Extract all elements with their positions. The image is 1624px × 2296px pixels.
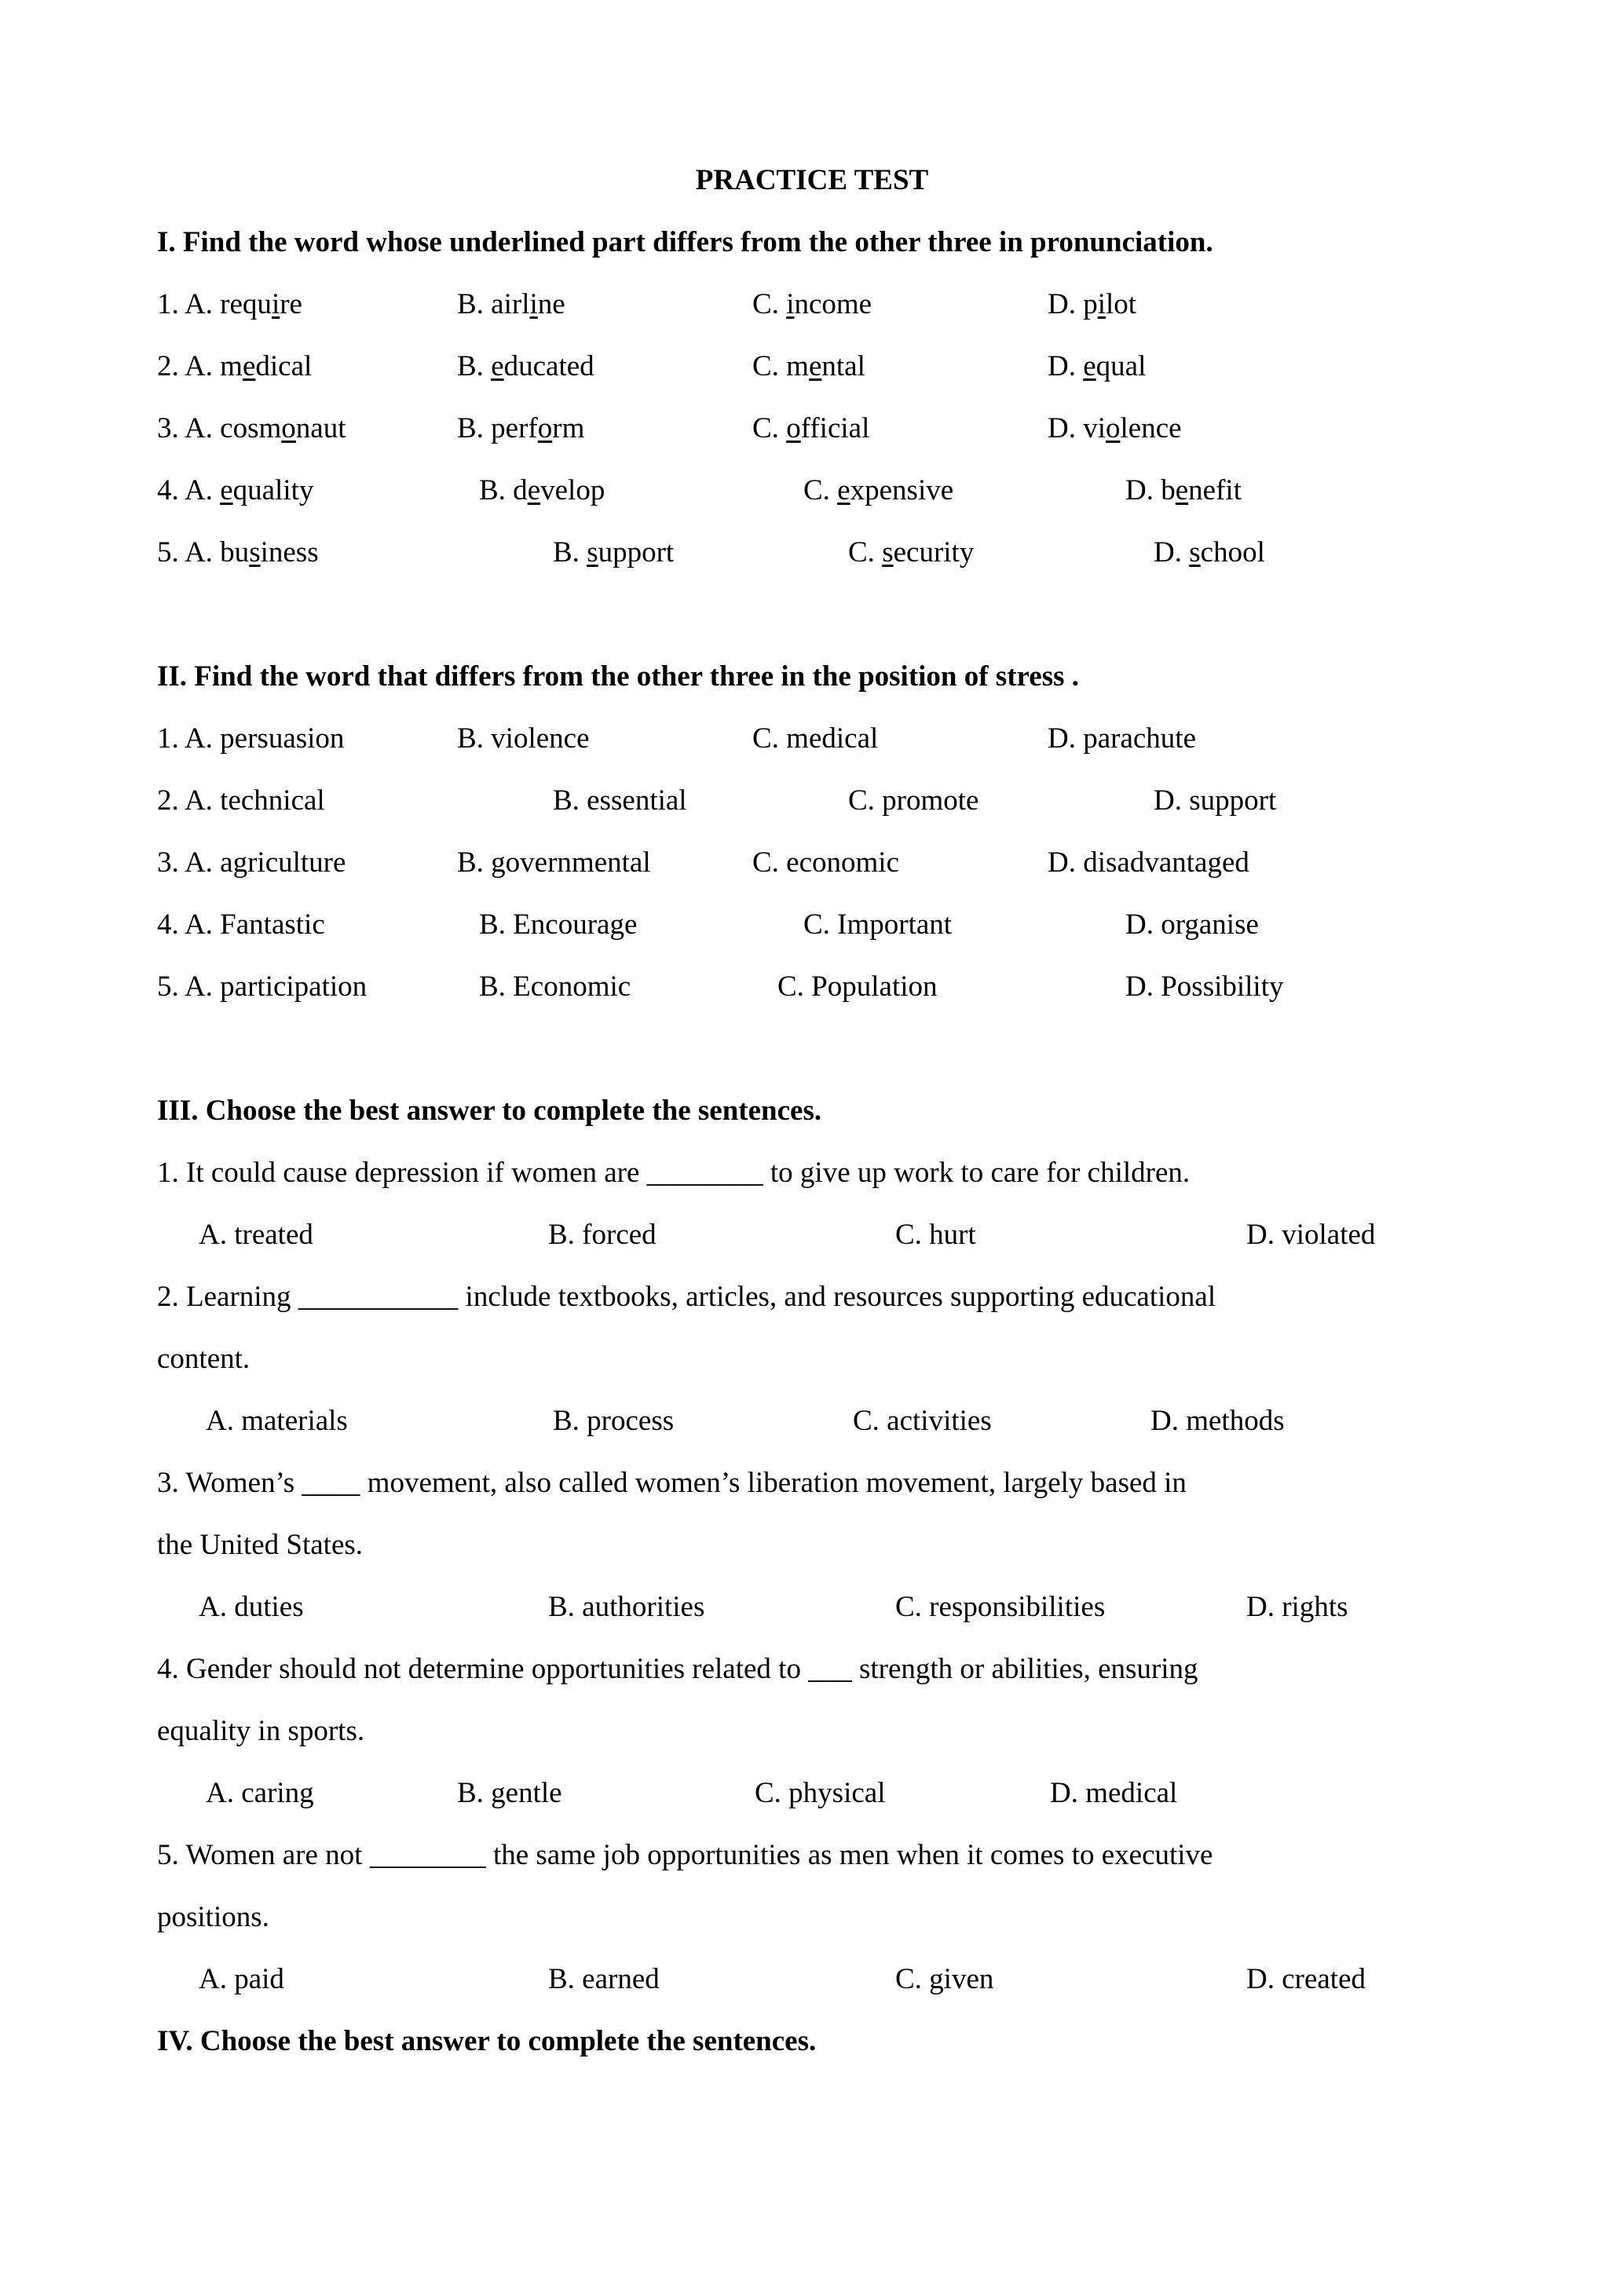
answer-row — [157, 1390, 1467, 1452]
question-row — [157, 459, 1467, 521]
option: 2. A. medical — [157, 350, 313, 382]
question-text — [157, 1266, 1467, 1390]
answer-row — [157, 1576, 1467, 1638]
option: D. school — [1154, 536, 1265, 569]
option: 3. A. cosmonaut — [157, 412, 346, 444]
option: B. airline — [457, 288, 565, 320]
option: 1. A. require — [157, 288, 302, 320]
section2-heading: II. Find the word that differs from the other three in the position of stress . — [157, 660, 1080, 693]
option: B. forced — [548, 1219, 657, 1251]
option: C. expensive — [803, 474, 954, 506]
option: A. caring — [206, 1777, 314, 1809]
answer-row — [157, 1948, 1467, 2010]
option: D. medical — [1050, 1777, 1178, 1809]
option: 5. A. participation — [157, 971, 368, 1003]
option: A. paid — [199, 1963, 284, 1995]
option: B. educated — [457, 350, 594, 382]
option: B. Encourage — [479, 909, 638, 941]
answer-row — [157, 1204, 1467, 1266]
question-text — [157, 1638, 1467, 1762]
option: D. violated — [1246, 1219, 1376, 1251]
option: D. violence — [1048, 412, 1182, 444]
question-row — [157, 832, 1467, 894]
question-text — [157, 1824, 1467, 1948]
question-row — [157, 770, 1467, 832]
option: C. Important — [803, 909, 953, 941]
answer-row — [157, 1762, 1467, 1824]
question-line: 1. It could cause depression if women are ________ to give up work to care for children. — [157, 1157, 1191, 1189]
option: B. develop — [479, 474, 605, 506]
option: C. hurt — [895, 1219, 976, 1251]
option: A. duties — [199, 1591, 304, 1623]
option: C. responsibilities — [895, 1591, 1106, 1623]
option: A. treated — [199, 1219, 313, 1251]
option: D. equal — [1048, 350, 1147, 382]
option: D. support — [1154, 784, 1277, 817]
question-row — [157, 335, 1467, 397]
option: C. security — [848, 536, 975, 569]
question-line: positions. — [157, 1901, 269, 1933]
option: B. earned — [548, 1963, 660, 1995]
option: C. Population — [777, 971, 938, 1003]
option: B. governmental — [457, 846, 651, 879]
question-row — [157, 397, 1467, 459]
option: 4. A. equality — [157, 474, 314, 506]
option: B. gentle — [457, 1777, 562, 1809]
page-title: PRACTICE TEST — [695, 164, 929, 196]
option: 5. A. business — [157, 536, 319, 569]
option: C. activities — [853, 1405, 992, 1437]
question-line: the United States. — [157, 1529, 364, 1561]
question-row — [157, 707, 1467, 770]
option: 2. A. technical — [157, 784, 325, 817]
option: D. Possibility — [1125, 971, 1284, 1003]
question-line: 2. Learning ___________ include textbooks, articles, and resources supporting educational — [157, 1281, 1216, 1313]
option: D. organise — [1125, 909, 1259, 941]
option: 1. A. persuasion — [157, 722, 345, 755]
question-line: 3. Women’s ____ movement, also called women’s liberation movement, largely based in — [157, 1467, 1187, 1499]
option: D. disadvantaged — [1048, 846, 1249, 879]
question-row — [157, 521, 1467, 583]
option: B. essential — [553, 784, 687, 817]
option: B. support — [553, 536, 675, 569]
question-line: 4. Gender should not determine opportunities related to ___ strength or abilities, ensuring — [157, 1653, 1198, 1685]
option: D. pilot — [1048, 288, 1137, 320]
option: 4. A. Fantastic — [157, 909, 325, 941]
question-text — [157, 1452, 1467, 1576]
option: C. physical — [755, 1777, 886, 1809]
question-row — [157, 273, 1467, 335]
option: B. violence — [457, 722, 590, 755]
section3-heading: III. Choose the best answer to complete the sentences. — [157, 1095, 822, 1127]
option: B. perform — [457, 412, 585, 444]
option: B. authorities — [548, 1591, 705, 1623]
option: B. process — [553, 1405, 675, 1437]
question-row — [157, 956, 1467, 1018]
option: B. Economic — [479, 971, 631, 1003]
option: C. medical — [752, 722, 879, 755]
option: C. income — [752, 288, 872, 320]
option: C. official — [752, 412, 870, 444]
option: A. materials — [206, 1405, 348, 1437]
option: C. promote — [848, 784, 979, 817]
question-row — [157, 894, 1467, 956]
question-line: equality in sports. — [157, 1715, 365, 1747]
section1-heading: I. Find the word whose underlined part differs from the other three in pronunciation. — [157, 226, 1213, 258]
option: D. created — [1246, 1963, 1366, 1995]
option: C. mental — [752, 350, 865, 382]
option: D. rights — [1246, 1591, 1348, 1623]
section4-heading: IV. Choose the best answer to complete the sentences. — [157, 2025, 817, 2057]
option: D. benefit — [1125, 474, 1242, 506]
option: 3. A. agriculture — [157, 846, 346, 879]
option: C. economic — [752, 846, 900, 879]
option: D. parachute — [1048, 722, 1197, 755]
question-line: 5. Women are not ________ the same job opportunities as men when it comes to executive — [157, 1839, 1213, 1871]
question-text — [157, 1142, 1467, 1204]
option: D. methods — [1150, 1405, 1285, 1437]
option: C. given — [895, 1963, 994, 1995]
question-line: content. — [157, 1343, 251, 1375]
